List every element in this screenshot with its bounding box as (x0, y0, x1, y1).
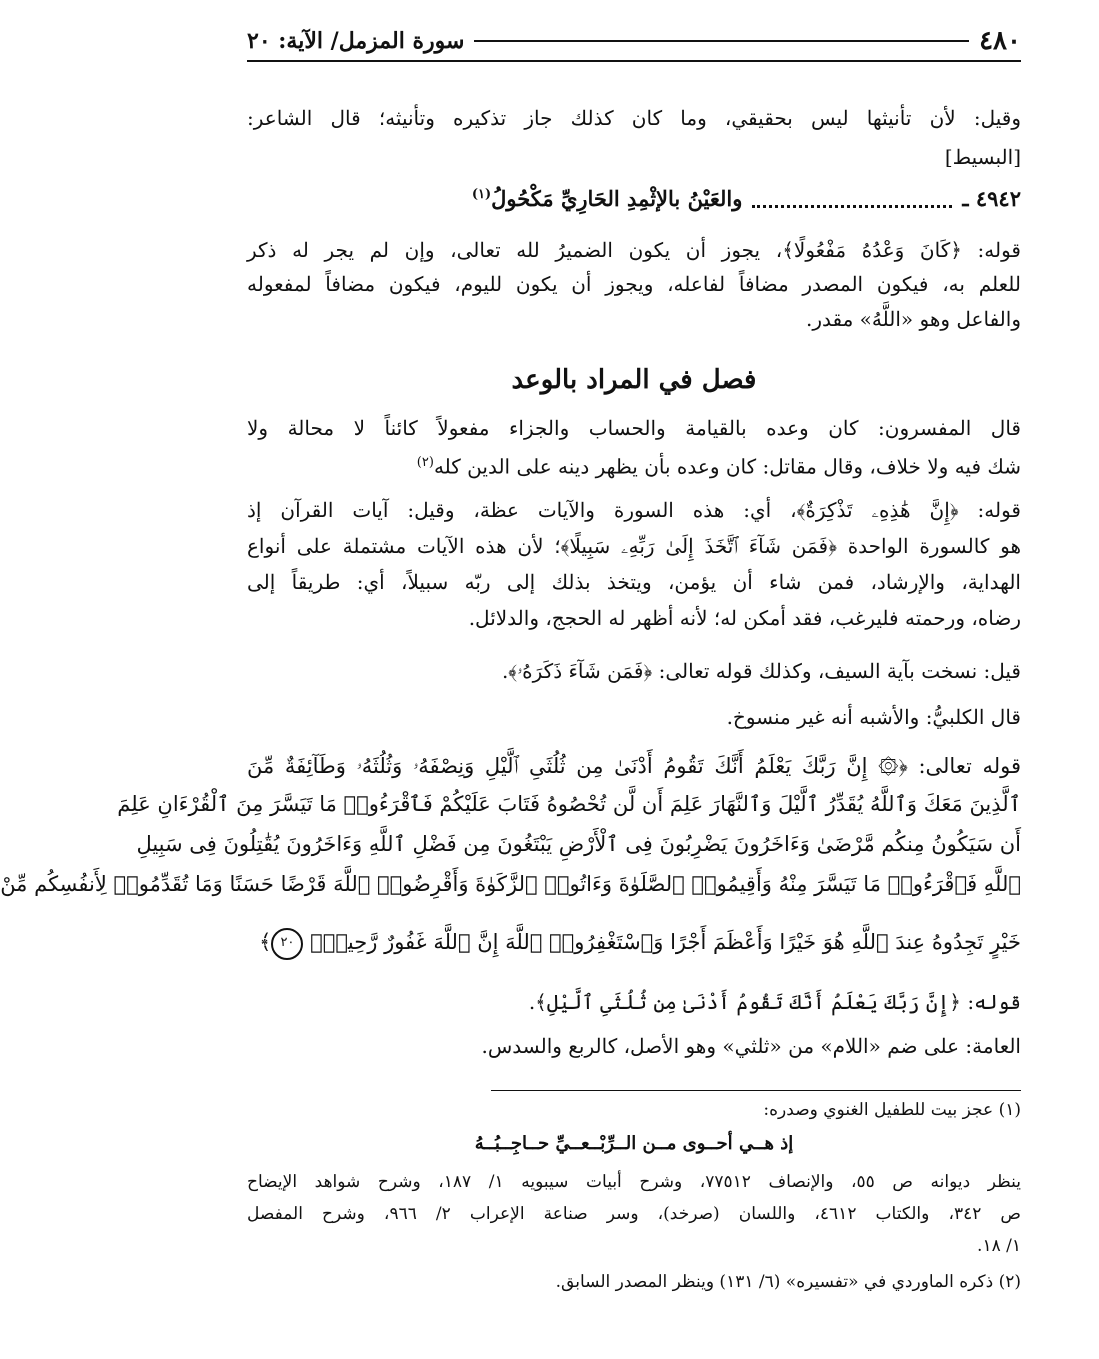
paragraph-line: للعلم به، فيكون المصدر مضافاً لفاعله، ويجوز أن يكون لليوم، فيكون مضافاً لمفعوله (247, 272, 1021, 296)
quran-verse-line (247, 926, 1021, 960)
paragraph-line: قال المفسرون: كان وعده بالقيامة والحساب والجزاء مفعولاً كائناً لا محالة ولا (247, 416, 1021, 440)
footnote-line: (١) عجز بيت للطفيل الغنوي وصدره: (763, 1100, 1021, 1120)
footnote-line: ص ٣٤٢، والكتاب ٤٦١٢، واللسان (صرخد)، وسر صناعة الإعراب ٢/ ٩٦٦، وشرح المفصل (247, 1204, 1021, 1224)
footnote-ref: (٢) (416, 455, 434, 470)
poem-text (472, 186, 743, 211)
poem-hemistich: والعَيْنُ بالإثْمِدِ الحَارِيِّ مَكْحُولُ (491, 185, 743, 211)
verse-close: ﴾ (259, 930, 272, 954)
verse-text: خَيْرٍ تَجِدُوهُ عِندَ ٱللَّهِ هُوَ خَيْرًا وَأَعْظَمَ أَجْرًا وَٱسْتَغْفِرُوا۟ ٱللَّهَ إِنَّ ٱللَّهَ غَفُورٌ رَّحِيمٌۢ (310, 930, 1021, 954)
quran-verse-line: ٱللَّهِ فَٱقْرَءُوا۟ مَا تَيَسَّرَ مِنْهُ وَأَقِيمُوا۟ ٱلصَّلَوٰةَ وَءَاتُوا۟ ٱلزَّكَوٰةَ وَأَقْرِضُوا۟ ٱللَّهَ قَرْضًا حَسَنًا وَمَا تُقَدِّمُوا۟ لِأَنفُسِكُم مِّنْ (0, 872, 1021, 896)
paragraph-line: قيل: نسخت بآية السيف، وكذلك قوله تعالى: ﴿فَمَن شَآءَ ذَكَرَهُۥ﴾. (501, 659, 1021, 683)
quran-verse-line: أَن سَيَكُونُ مِنكُم مَّرْضَىٰ وَءَاخَرُونَ يَضْرِبُونَ فِى ٱلْأَرْضِ يَبْتَغُونَ مِن فَضْلِ ٱللَّهِ وَءَاخَرُونَ يُقَٰتِلُونَ فِى سَبِيلِ (136, 832, 1021, 856)
poem-number: ٤٩٤٢ ـ (962, 185, 1021, 211)
footnote-ref: (١) (471, 186, 492, 202)
quran-verse-line: ٱلَّذِينَ مَعَكَ وَٱللَّهُ يُقَدِّرُ ٱلَّيْلَ وَٱلنَّهَارَ عَلِمَ أَن لَّن تُحْصُوهُ فَتَابَ عَلَيْكُمْ فَٱقْرَءُوا۟ مَا تَيَسَّرَ مِنَ ٱلْقُرْءَانِ عَلِمَ (117, 792, 1021, 816)
meter-label: [البسيط] (944, 145, 1021, 169)
paragraph-line (247, 447, 1021, 483)
paragraph-line: قوله: ﴿إِنَّ هَٰذِهِۦ تَذْكِرَةٌ﴾، أي: هذه السورة والآيات عظة، وقيل: آيات القرآن إذ (247, 498, 1021, 522)
poem-verse-row (247, 181, 1021, 215)
paragraph-line: هو كالسورة الواحدة ﴿فَمَن شَآءَ ٱتَّخَذَ إِلَىٰ رَبِّهِۦ سَبِيلًا﴾؛ لأن هذه الآيات مشتملة على أنواع (247, 534, 1021, 558)
paragraph-line: وقيل: لأن تأنيثها ليس بحقيقي، وما كان كذلك جاز تذكيره وتأنيثه؛ قال الشاعر: (247, 106, 1021, 130)
header-title: سورة المزمل/ الآية: ٢٠ (247, 28, 465, 54)
ayah-number-icon: ٢٠ (271, 928, 303, 960)
paragraph-line: العامة: على ضم «اللام» من «ثلثي» وهو الأصل، كالربع والسدس. (481, 1034, 1021, 1058)
quran-verse-line: قوله تعالى: ﴿۞ إِنَّ رَبَّكَ يَعْلَمُ أَنَّكَ تَقُومُ أَدْنَىٰ مِن ثُلُثَىِ ٱلَّيْلِ وَنِصْفَهُۥ وَثُلُثَهُۥ وَطَآئِفَةٌ مِّنَ (247, 754, 1021, 778)
paragraph-line: رضاه، ورحمته فليرغب، فقد أمكن له؛ لأنه أظهر له الحجج، والدلائل. (468, 606, 1021, 630)
footnote-line: (٢) ذكره الماوردي في «تفسيره» (٦/ ١٣١) وينظر المصدر السابق. (555, 1272, 1021, 1292)
paragraph-line: قال الكلبيُّ: والأشبه أنه غير منسوخ. (726, 705, 1021, 729)
section-heading: فصل في المراد بالوعد (511, 365, 757, 395)
paragraph-text: شك فيه ولا خلاف، وقال مقاتل: كان وعده بأن يظهر دينه على الدين كله (433, 454, 1021, 479)
running-header (247, 22, 1021, 62)
footnote-line: ١/ ١٨. (977, 1236, 1021, 1256)
page-number: ٤٨٠ (979, 26, 1021, 56)
paragraph-line: قوله: ﴿كَانَ وَعْدُهُ مَفْعُولًا﴾، يجوز أن يكون الضميرُ لله تعالى، وإن لم يجر له ذكر (247, 238, 1021, 262)
footnote-divider (491, 1090, 1021, 1091)
header-rule (474, 40, 969, 42)
footnote-line: ينظر ديوانه ص ٥٥، والإنصاف ٧٧٥١٢، وشرح أبيات سيبويه ١/ ١٨٧، وشرح شواهد الإيضاح (247, 1172, 1021, 1192)
paragraph-line: قوله: ﴿إِنَّ رَبَّكَ يَعْلَمُ أَنَّكَ تَقُومُ أَدْنَىٰ مِن ثُلُثَىِ ٱلَّيْلِ﴾. (528, 990, 1021, 1014)
footnote-verse: إذ هــي أحــوى مــن الــرِّبْــعــيِّ حــاجِــبُــهُ (474, 1133, 794, 1154)
paragraph-line: والفاعل وهو «اللَّهُ» مقدر. (805, 307, 1021, 331)
paragraph-line: الهداية، والإرشاد، فمن شاء أن يؤمن، ويتخذ بذلك إلى ربّه سبيلاً، أي: طريقاً إلى (247, 570, 1021, 594)
poem-dots (752, 189, 952, 208)
